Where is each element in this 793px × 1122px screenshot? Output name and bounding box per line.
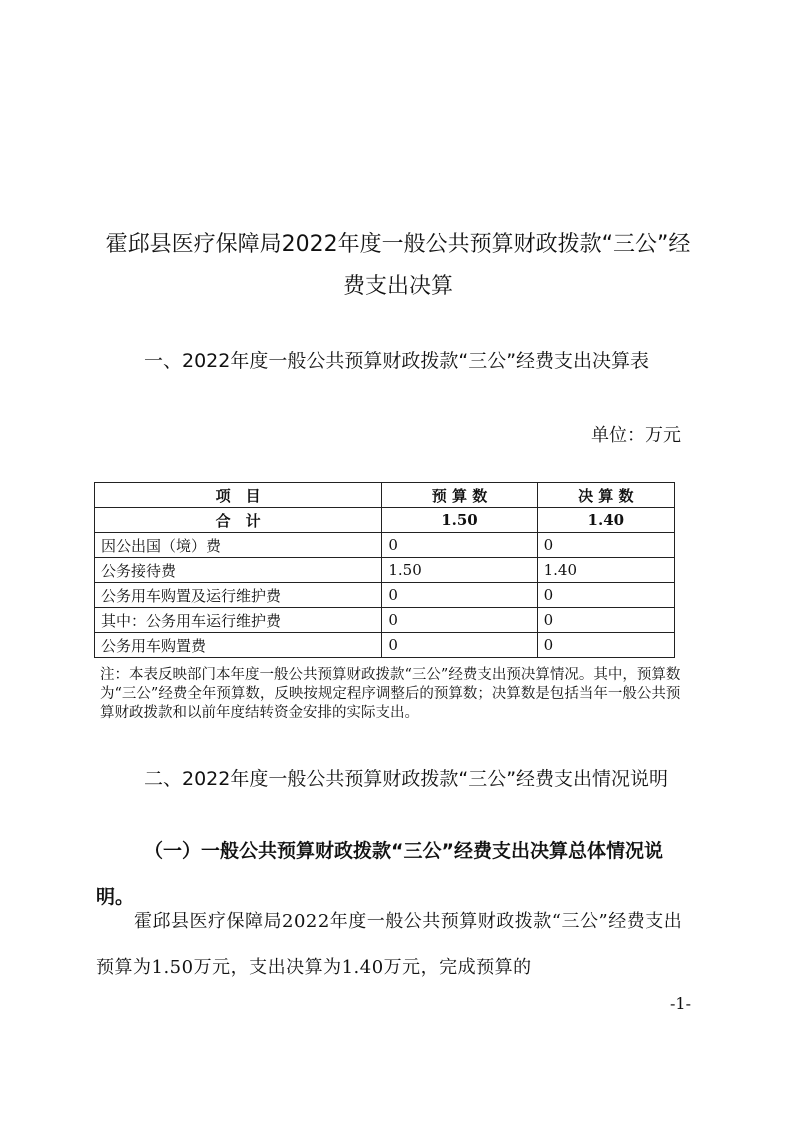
subsection1-heading: （一）一般公共预算财政拨款“三公”经费支出决算总体情况说明。 [96, 840, 663, 908]
document-title: 霍邱县医疗保障局2022年度一般公共预算财政拨款“三公”经费支出决算 [105, 232, 691, 299]
row-final: 0 [537, 583, 674, 608]
row-budget: 1.50 [382, 558, 537, 583]
table-total-row [95, 508, 675, 533]
total-final: 1.40 [537, 508, 674, 533]
row-final: 0 [537, 533, 674, 558]
table-row [95, 558, 675, 583]
total-label: 合 计 [95, 508, 382, 533]
section2-heading: 二、2022年度一般公共预算财政拨款“三公”经费支出情况说明 [144, 768, 669, 790]
table-row [95, 608, 675, 633]
row-label: 其中：公务用车运行维护费 [95, 608, 382, 633]
unit-label: 单位：万元 [591, 425, 681, 446]
header-budget: 预 算 数 [382, 483, 537, 508]
row-label: 公务用车购置及运行维护费 [95, 583, 382, 608]
page-number: -1- [670, 994, 691, 1013]
section1-heading: 一、2022年度一般公共预算财政拨款“三公”经费支出决算表 [144, 350, 650, 372]
row-label: 公务用车购置费 [95, 633, 382, 658]
row-final: 0 [537, 608, 674, 633]
row-label: 公务接待费 [95, 558, 382, 583]
row-budget: 0 [382, 633, 537, 658]
row-label: 因公出国（境）费 [95, 533, 382, 558]
total-budget: 1.50 [382, 508, 537, 533]
table-row [95, 583, 675, 608]
header-final: 决 算 数 [537, 483, 674, 508]
body-paragraph: 霍邱县医疗保障局2022年度一般公共预算财政拨款“三公”经费支出预算为1.50万元，支出决算为1.40万元，完成预算的 [96, 911, 683, 978]
table-note: 注：本表反映部门本年度一般公共预算财政拨款“三公”经费支出预决算情况。其中，预算数为“三公”经费全年预算数，反映按规定程序调整后的预算数；决算数是包括当年一般公共预算财政拨款和以前年度结转资金安排的实际支出。 [100, 667, 681, 721]
table-header-row [95, 483, 675, 508]
table-row [95, 633, 675, 658]
three-public-expenses-table [94, 482, 675, 658]
table-row [95, 533, 675, 558]
row-budget: 0 [382, 533, 537, 558]
row-final: 1.40 [537, 558, 674, 583]
row-budget: 0 [382, 608, 537, 633]
header-item: 项 目 [95, 483, 382, 508]
row-budget: 0 [382, 583, 537, 608]
row-final: 0 [537, 633, 674, 658]
